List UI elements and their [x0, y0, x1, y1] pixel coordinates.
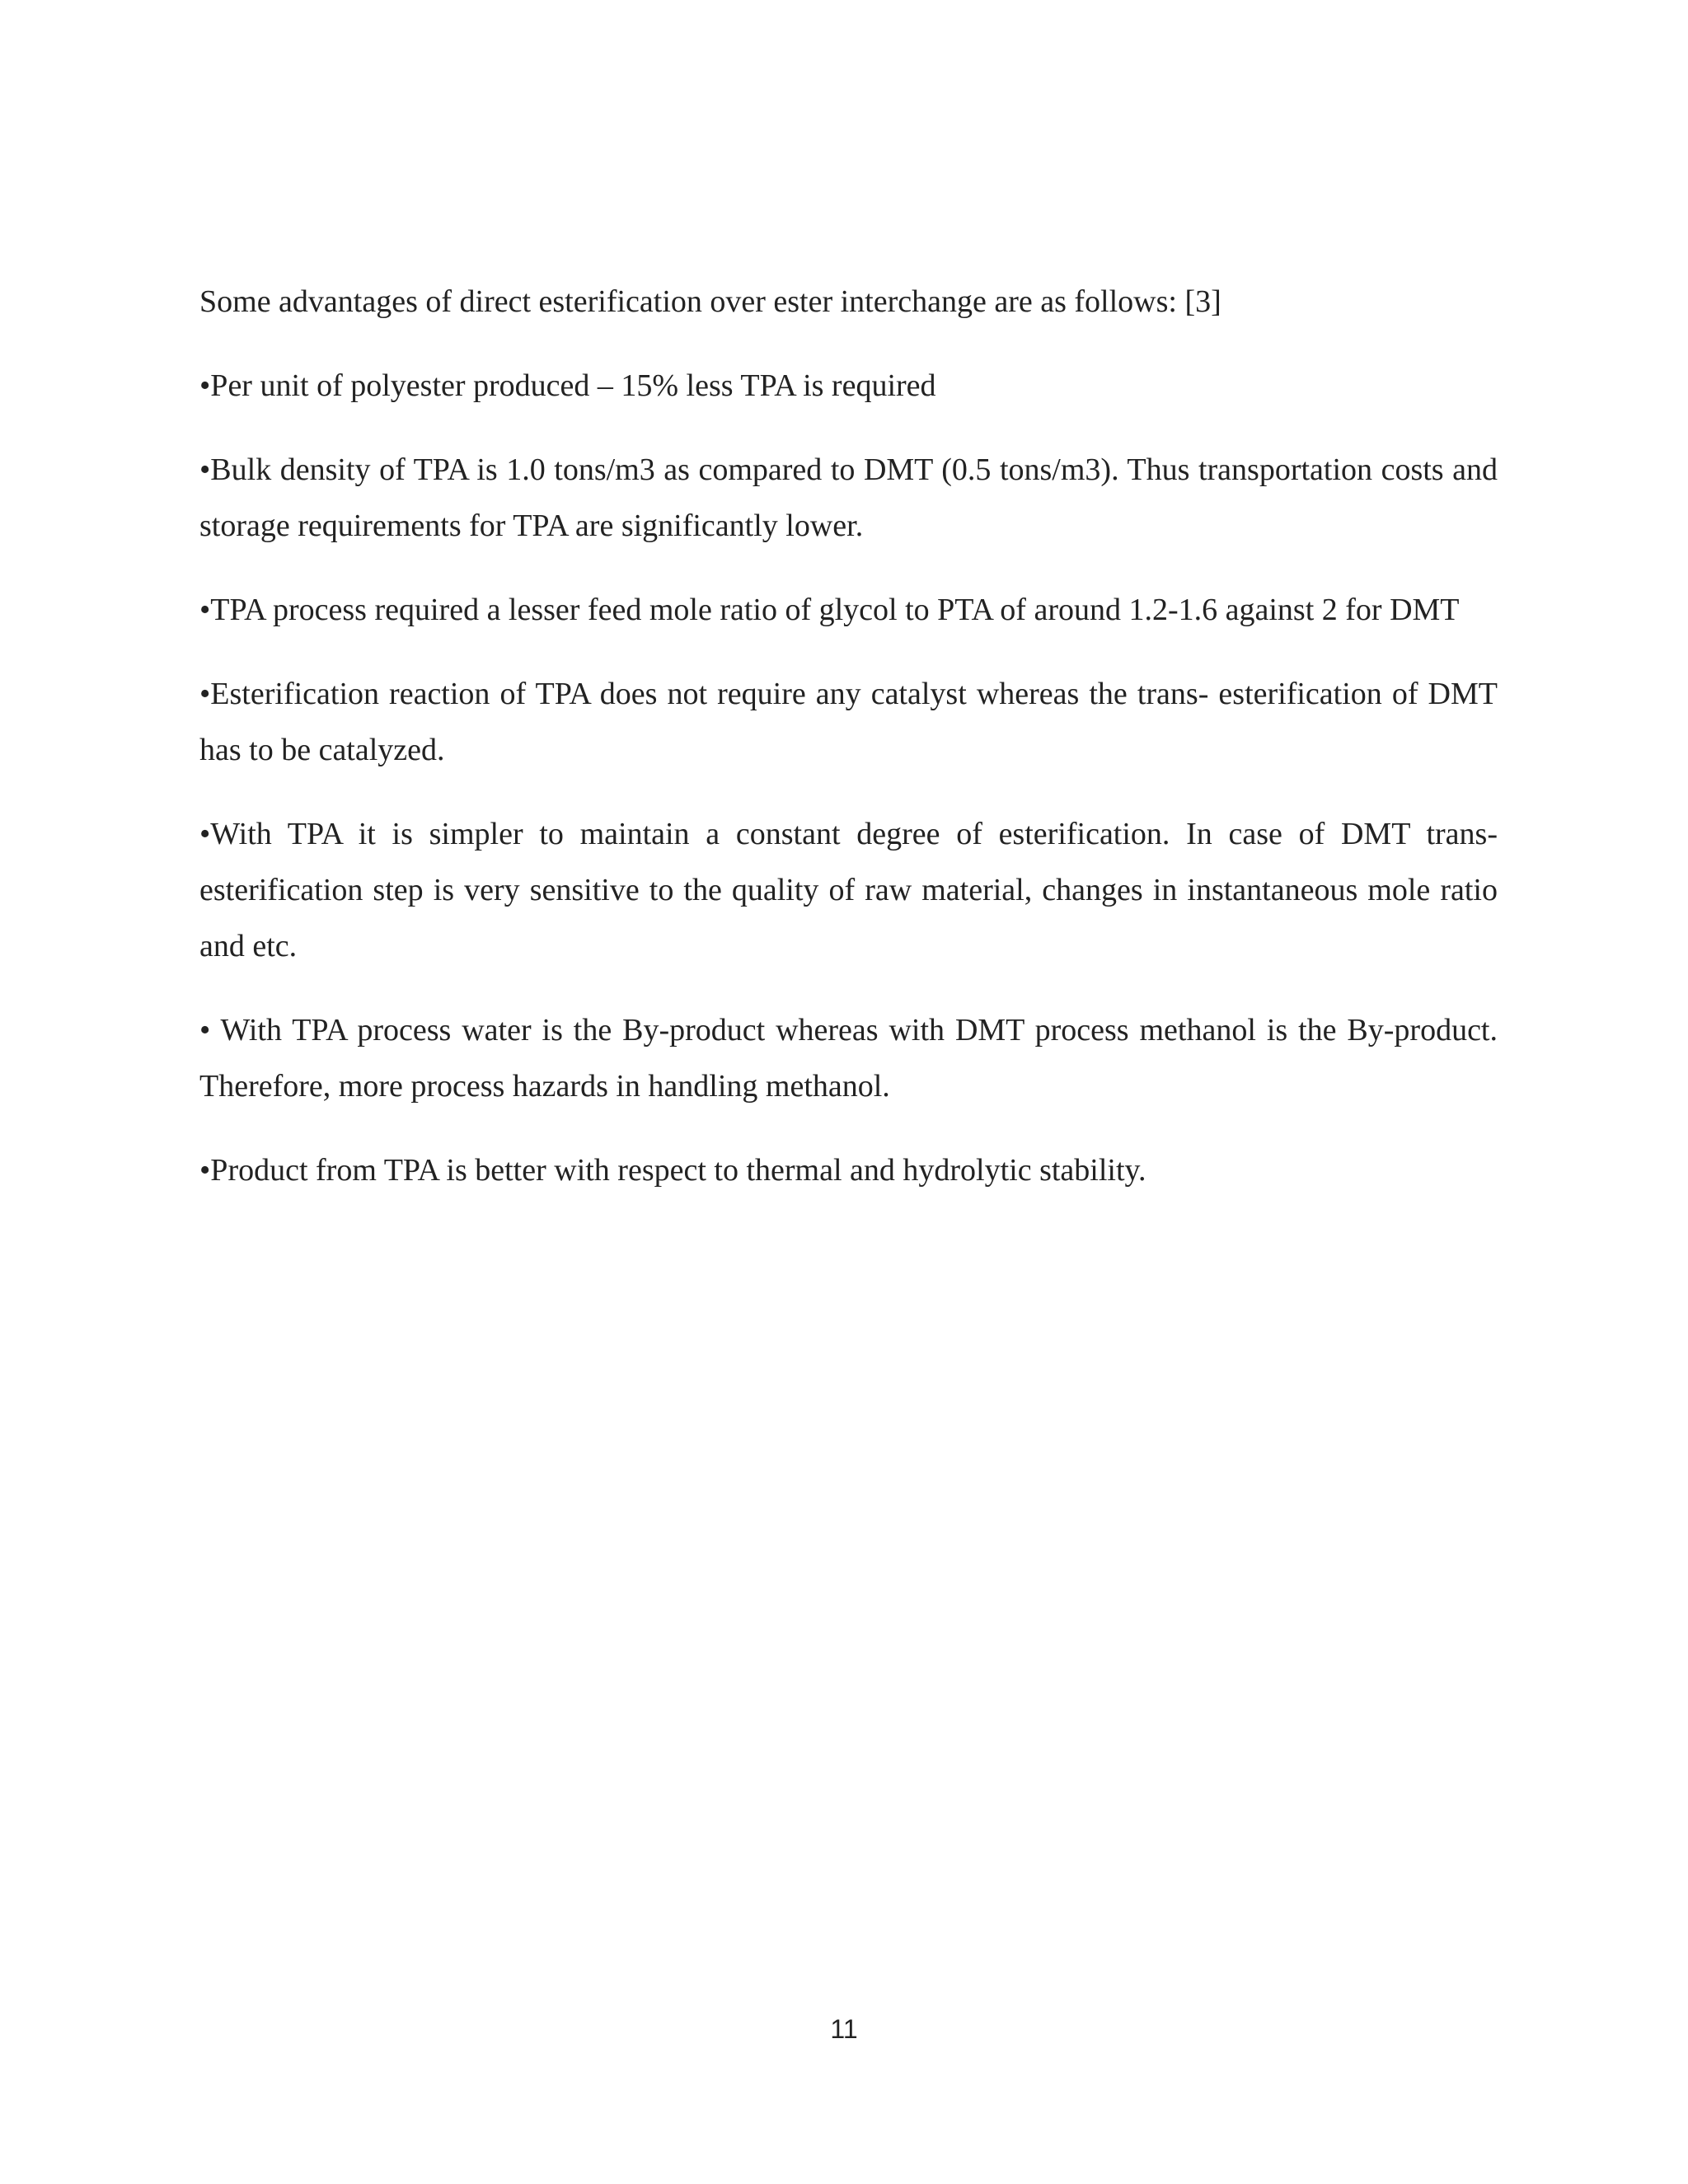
bullet-constant-esterification: •With TPA it is simpler to maintain a constant degree of esterification. In case of DMT trans-esterification step is very sensitive to the quality of raw material, changes in instantaneous mole ratio and etc. — [199, 817, 1498, 963]
bullet-no-catalyst: •Esterification reaction of TPA does not require any catalyst whereas the trans- esterification of DMT has to be catalyzed. — [199, 677, 1498, 767]
page-number: 11 — [830, 2014, 858, 2044]
bullet-feed-mole-ratio: •TPA process required a lesser feed mole ratio of glycol to PTA of around 1.2-1.6 against 2 for DMT — [199, 593, 1460, 627]
bullet-product-stability: •Product from TPA is better with respect to thermal and hydrolytic stability. — [199, 1153, 1146, 1188]
bullet-less-tpa-required: •Per unit of polyester produced – 15% less TPA is required — [199, 368, 936, 403]
bullet-byproduct: • With TPA process water is the By-product whereas with DMT process methanol is the By-product. Therefore, more process hazards in handling methanol. — [199, 1013, 1498, 1104]
bullet-bulk-density: •Bulk density of TPA is 1.0 tons/m3 as compared to DMT (0.5 tons/m3). Thus transportation costs and storage requirements for TPA are significantly lower. — [199, 452, 1498, 543]
intro-paragraph: Some advantages of direct esterification over ester interchange are as follows: [3] — [199, 284, 1221, 319]
page-body — [199, 274, 1498, 1226]
